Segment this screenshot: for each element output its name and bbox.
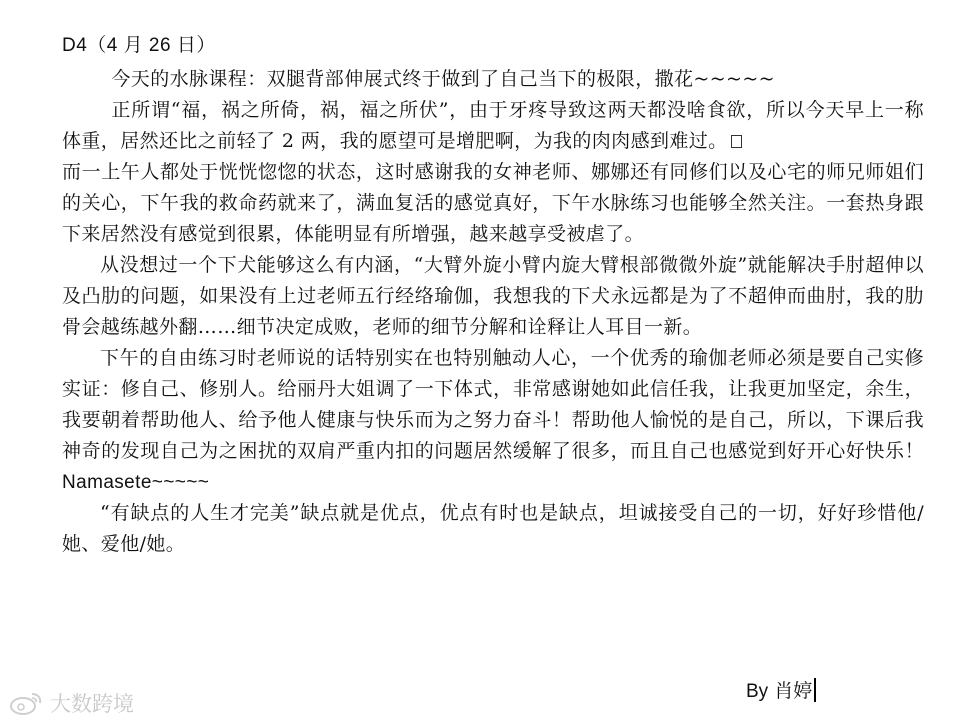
paragraph-2-continued bbox=[62, 157, 924, 250]
watermark-text: 大数跨境 bbox=[50, 692, 134, 716]
paragraph-3-text: 从没想过一个下犬能够这么有内涵，“大臂外旋小臂内旋大臂根部微微外旋”就能解决手肘超伸以及凸肋的问题，如果没有上过老师五行经络瑜伽，我想我的下犬永远都是为了不超伸而曲肘，我的肋骨会越练越外翻……细节决定成败，老师的细节分解和诠释让人耳目一新。 bbox=[62, 254, 924, 338]
paragraph-5 bbox=[62, 498, 924, 560]
paragraph-3 bbox=[62, 250, 924, 343]
signature-by-label: By bbox=[746, 681, 769, 702]
entry-heading: D4（4 月 26 日） bbox=[62, 35, 216, 56]
paragraph-2 bbox=[62, 95, 924, 157]
missing-glyph-icon bbox=[728, 130, 742, 152]
paragraph-4 bbox=[62, 343, 924, 498]
document-body bbox=[62, 34, 924, 560]
weibo-logo-icon bbox=[8, 690, 44, 716]
watermark bbox=[8, 688, 134, 718]
paragraph-4-main-text: 下午的自由练习时老师说的话特别实在也特别触动人心，一个优秀的瑜伽老师必须是要自己实修实证：修自己、修别人。给丽丹大姐调了一下体式，非常感谢她如此信任我，让我更加坚定，余生，我要朝着帮助他人、给予他人健康与快乐而为之努力奋斗！帮助他人愉悦的是自己，所以，下课后我神奇的发现自己为之困扰的双肩严重内扣的问题居然缓解了很多，而且自己也感觉到好开心好快乐！ bbox=[62, 347, 924, 462]
signature-author-name: 肖婷 bbox=[774, 680, 813, 702]
signature bbox=[746, 678, 816, 705]
paragraph-5-text: “有缺点的人生才完美”缺点就是优点，优点有时也是缺点，坦诚接受自己的一切，好好珍惜他/她、爱他/她。 bbox=[62, 502, 924, 555]
paragraph-1 bbox=[62, 64, 924, 95]
paragraph-2-rest-text: 而一上午人都处于恍恍惚惚的状态，这时感谢我的女神老师、娜娜还有同修们以及心宅的师兄师姐们的关心，下午我的救命药就来了，满血复活的感觉真好，下午水脉练习也能够全然关注。一套热身跟下来居然没有感觉到很累，体能明显有所增强，越来越享受被虐了。 bbox=[62, 161, 924, 245]
paragraph-2-main-text: 正所谓“福，祸之所倚，祸，福之所伏”，由于牙疼导致这两天都没啥食欲，所以今天早上一称体重，居然还比之前轻了 2 两，我的愿望可是增肥啊，为我的肉肉感到难过。 bbox=[62, 99, 924, 152]
text-cursor bbox=[814, 678, 816, 702]
paragraph-4-latin-text: Namasete~~~~~ bbox=[62, 472, 210, 493]
paragraph-1-text: 今天的水脉课程：双腿背部伸展式终于做到了自己当下的极限，撒花~~~~~ bbox=[111, 68, 775, 90]
